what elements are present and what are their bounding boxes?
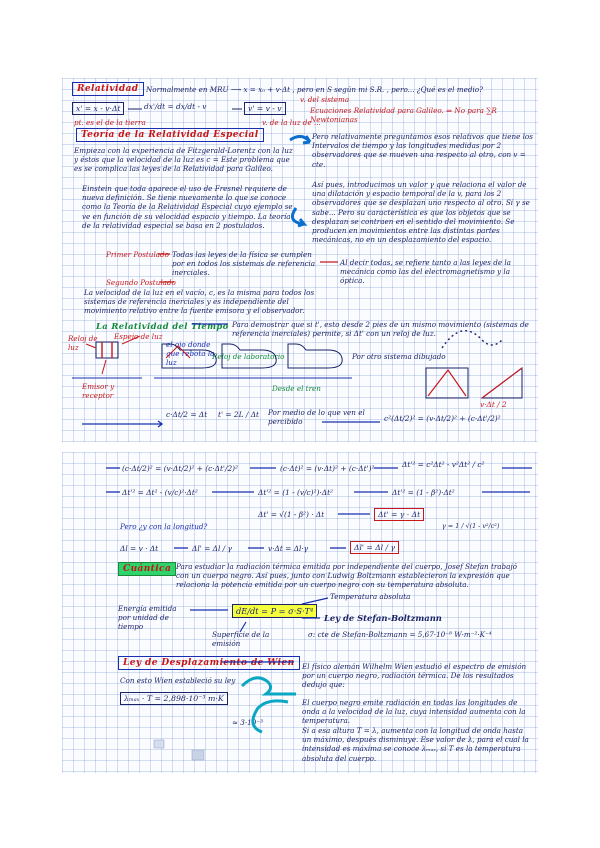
text-simultaneidad: Pero relativamente preguntamos esos relativos que tiene los Intervalos de tiempo y las longitudes medidas por 2 observadores que se mueven una respecto al otro, con v = cte. bbox=[312, 132, 533, 169]
title-cuantica: Cuántica bbox=[118, 562, 176, 576]
equation-galilean-x: x' = x - v·Δt bbox=[72, 102, 124, 115]
teal-arrow-wien-1 bbox=[242, 678, 296, 694]
label-energia: Energía emitida por unidad de tiempo bbox=[118, 604, 177, 632]
note-longitud: Pero ¿y con la longitud? bbox=[120, 522, 208, 531]
text-einstein: Einstein que toda aparece el uso de Fresnel requiere de nueva definición. Se tiene nuevamente lo que se conoce como la Teoría de la Relatividad Especial cuyo ejemplo se ve en función de su velocidad espacio y tiempo. La teoría de la relatividad especial se basa en 2 postulados. bbox=[82, 184, 293, 230]
equation-pitagoras: c²(Δt/2)² = (v·Δt/2)² + (c·Δt'/2)² bbox=[384, 414, 501, 423]
arrow-espejo bbox=[122, 336, 140, 344]
label-laboratorio: Reloj de laboratorio bbox=[212, 352, 285, 361]
equation-row4-b: Δl' = Δl / γ bbox=[192, 544, 232, 553]
text-factor-gamma: Así pues, introducimos un valor γ que relaciona el valor de una dilatación y espacio temporal de la v, para los 2 observadores que se desplazan uno respecto al otro. Si γ se sabe... Pero su característica es que los objetos que se desplazan se contraen en el sentido del movimiento. Se producen en movimientos entre las distintas partes mecánicas, no en un desplazamiento del espacio. bbox=[312, 180, 530, 245]
dotted-arc bbox=[442, 331, 502, 348]
title-relatividad: Relatividad bbox=[72, 82, 144, 96]
label-rebota: el ojo donde que rebota la luz bbox=[166, 340, 215, 368]
teal-arrow-top bbox=[290, 136, 310, 143]
title-ley-wien: Ley de Desplazamiento de Wien bbox=[118, 656, 300, 670]
text-segundo-postulado: La velocidad de la luz en el vacío, c, es la misma para todos los sistemas de referencia inerciales y es independiente del movimiento relativo entre la fuente emisora y el observador. bbox=[84, 288, 315, 316]
label-espejo: Espejo de luz bbox=[114, 332, 163, 341]
paper-mark-1 bbox=[192, 750, 204, 760]
equation-gamma: γ = 1 / √(1 - v²/c²) bbox=[442, 522, 500, 530]
note-postulados: Al decir todas, se refiere tanto a las leyes de la mecánica como las del electromagnetismo y la óptica. bbox=[340, 258, 511, 286]
triangle-box bbox=[426, 368, 468, 398]
train-3 bbox=[288, 344, 342, 368]
text-wien-punto-2: Si a esa altura T = λ, aumenta con la longitud de onda hasta un máximo, después disminuye. Ese valor de λ, para el cual la intensidad es máxima se conoce λₘₐₓ, si T es la temperatura absoluta del cuerpo. bbox=[302, 726, 529, 763]
equation-row3-a: Δt' = √(1 - β²) · Δt bbox=[258, 510, 325, 519]
equation-ct: c·Δt/2 = Δt bbox=[166, 410, 208, 419]
title-relatividad-tiempo: La Relatividad del Tiempo bbox=[96, 321, 229, 331]
label-reloj-luz: Reloj de luz bbox=[68, 334, 98, 353]
equation-row2-a: Δt'² = Δt² - (v/c)²·Δt² bbox=[122, 488, 198, 497]
equation-row1-c: Δt'² = c²Δt² - v²Δt² / c² bbox=[402, 460, 485, 469]
text-wien-intro: Con esto Wien estableció su ley bbox=[120, 676, 236, 685]
title-teoria-relatividad: Teoría de la Relatividad Especial bbox=[76, 128, 264, 142]
equation-row4-c: v·Δt = Δl·γ bbox=[268, 544, 309, 553]
equation-fraction: v·Δt / 2 bbox=[480, 400, 507, 409]
equation-row1-a: (c·Δt/2)² = (v·Δt/2)² + (c·Δt'/2)² bbox=[122, 464, 239, 473]
text-wien-fisico: El físico alemán Wilhelm Wien estudió el espectro de emisión por un cuerpo negro, radiación térmica. De los resultados dedujo que: bbox=[302, 662, 527, 690]
arrow-superficie bbox=[240, 622, 246, 632]
text-wien-punto-1: El cuerpo negro emite radiación en todas las longitudes de onda a la velocidad de la luz, cuya intensidad aumenta con la temperatura. bbox=[302, 698, 526, 726]
note-system-velocity: v. del sistema bbox=[300, 95, 350, 104]
equation-stefan: dE/dt = P = σ·S·T⁴ bbox=[232, 604, 317, 618]
text-mru: Normalmente en MRU ⟶ x = x₀ + v·Δt , pero en S según mi S.R. , pero... ¿Qué es el medio? bbox=[146, 85, 483, 94]
equation-row4-a: Δl = v · Δt bbox=[120, 544, 159, 553]
equation-row3-b: Δt' = γ · Δt bbox=[374, 508, 424, 521]
label-constante: ≈ 3·10⁻³ bbox=[232, 718, 263, 727]
note-percibido: Por medio de lo que ven el percibido bbox=[268, 408, 365, 427]
arrow-reloj-luz bbox=[86, 344, 96, 348]
equation-row2-b: Δt'² = (1 - (v/c)²)·Δt² bbox=[258, 488, 334, 497]
text-relatividad-tiempo: Para demostrar que si t', esto desde 2 pies de un mismo movimiento (sistemas de referencia inerciales) permite, si Δt' con un reloj de luz. bbox=[232, 320, 529, 339]
arrow-emisor bbox=[102, 360, 106, 374]
text-experiencia: Empieza con la experiencia de Fitzgerald-Lorentz con la luz y éstos que la velocidad de la luz es c = Este problema que es se complica las leyes de la Relatividad para Galileo. bbox=[74, 146, 293, 174]
arrow-temperatura bbox=[302, 598, 328, 604]
teal-arrow-wien-2 bbox=[253, 701, 288, 732]
light-clock-box bbox=[96, 342, 118, 358]
text-primer-postulado: Todas las leyes de la física se cumplen por en todos los sistemas de referencia inerciales. bbox=[172, 250, 316, 278]
note-luz: v. de la luz de ... bbox=[262, 118, 321, 127]
sheet1-drawings bbox=[62, 78, 538, 442]
label-tren: Desde el tren bbox=[272, 384, 321, 393]
label-ley-stefan: Ley de Stefan-Boltzmann bbox=[324, 613, 442, 623]
equation-row2-c: Δt'² = (1 - β²)·Δt² bbox=[392, 488, 455, 497]
equation-row4-d: Δl' = Δl / γ bbox=[350, 541, 399, 554]
note-medio: pt. es el de la tierra bbox=[74, 118, 146, 127]
equation-t-prime: t' = 2L / Δt bbox=[218, 410, 259, 419]
equation-derivative: dx'/dt = dx/dt - v bbox=[144, 102, 207, 111]
notebook-page-relatividad bbox=[62, 78, 538, 442]
teal-arrow-bottom bbox=[292, 208, 304, 226]
label-primer-postulado: Primer Postulado bbox=[106, 250, 169, 259]
train-2 bbox=[222, 344, 276, 368]
equation-velocity: v' = v - v bbox=[244, 102, 286, 115]
notebook-page-cuantica bbox=[62, 452, 538, 773]
label-emisor: Emisor y receptor bbox=[82, 382, 115, 401]
label-superficie: Superficie de la emisión bbox=[212, 630, 270, 649]
train-1 bbox=[162, 344, 216, 368]
note-galileo: Ecuaciones Relatividad para Galileo. ⇒ No para ∑R Newtonianas bbox=[310, 106, 497, 125]
label-sigma: σ: cte de Stefan-Boltzmann = 5,67·10⁻⁸ W·m⁻²·K⁻⁴ bbox=[308, 630, 492, 639]
label-temperatura: Temperatura absoluta bbox=[330, 592, 411, 601]
label-otro-sistema: Por otro sistema dibujado bbox=[352, 352, 446, 361]
equation-wien: λₘₐₓ · T = 2,898·10⁻³ m·K bbox=[120, 692, 228, 705]
equation-row1-b: (c·Δt)² = (v·Δt)² + (c·Δt')² bbox=[280, 464, 375, 473]
text-cuantica: Para estudiar la radiación térmica emitida por independiente del cuerpo, Josef Stefan trabajó con un cuerpo negro. Así pues, junto con Ludwig Boltzmann establecieron la expresión que relaciona la potencia emitida por un cuerpo negro con su temperatura absoluta. bbox=[176, 562, 517, 590]
sheet2-drawings bbox=[62, 452, 538, 773]
paper-mark-2 bbox=[154, 740, 164, 748]
label-segundo-postulado: Segundo Postulado bbox=[106, 278, 176, 287]
